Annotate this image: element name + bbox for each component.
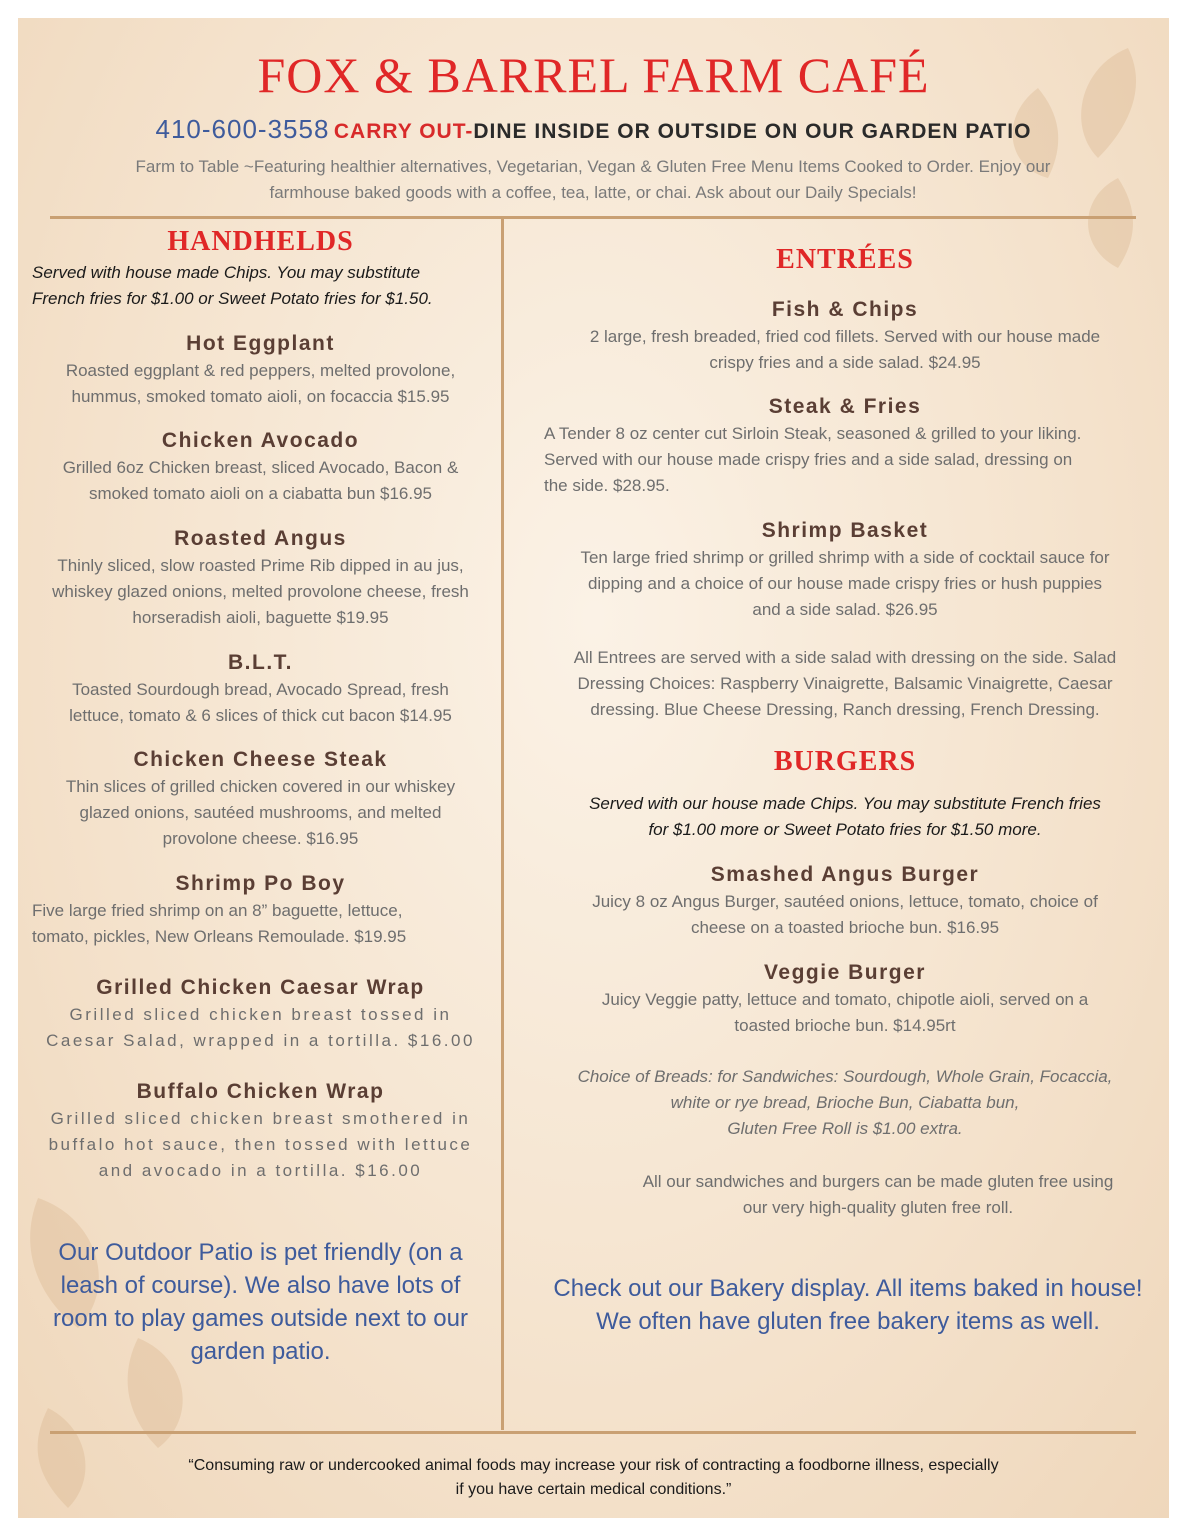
note-line: Served with house made Chips. You may substitute: [32, 263, 421, 282]
menu-item-buffalo-chicken-wrap: [28, 1078, 493, 1184]
burgers-note: [538, 791, 1152, 843]
item-desc-line: hummus, smoked tomato aioli, on focaccia $15.95: [71, 387, 450, 406]
intro-line: farmhouse baked goods with a coffee, tea, latte, or chai. Ask about our Daily Specials!: [269, 183, 917, 202]
item-desc-line: toasted brioche bun. $14.95rt: [734, 1016, 956, 1035]
menu-item-chicken-cheese-steak: [28, 746, 493, 852]
item-desc-line: Roasted eggplant & red peppers, melted provolone,: [65, 361, 456, 380]
item-desc-line: Thinly sliced, slow roasted Prime Rib dipped in au jus,: [57, 556, 464, 575]
menu-item-shrimp-po-boy: [28, 870, 493, 950]
entrees-title: ENTRÉES: [776, 244, 914, 275]
item-desc-line: Served with our house made crispy fries and a side salad, dressing on: [544, 450, 1073, 469]
gf-line: our very high-quality gluten free roll.: [742, 1198, 1014, 1217]
item-name: Grilled Chicken Caesar Wrap: [96, 976, 425, 999]
item-desc-line: Five large fried shrimp on an 8” baguette, lettuce,: [32, 901, 403, 920]
patio-note: [28, 1236, 493, 1368]
item-desc-line: Thin slices of grilled chicken covered in our whiskey: [65, 777, 456, 796]
menu-item-shrimp-basket: [538, 517, 1152, 623]
item-desc-line: A Tender 8 oz center cut Sirloin Steak, seasoned & grilled to your liking.: [544, 424, 1082, 443]
item-desc-line: buffalo hot sauce, then tossed with lettuce: [48, 1135, 473, 1154]
patio-line: Our Outdoor Patio is pet friendly (on a: [58, 1239, 463, 1266]
item-desc-line: and a side salad. $26.95: [752, 600, 938, 619]
dine-label: DINE INSIDE OR OUTSIDE ON OUR GARDEN PATIO: [473, 120, 1032, 143]
item-desc-line: horseradish aioli, baguette $19.95: [132, 608, 389, 627]
dressing-line: Dressing Choices: Raspberry Vinaigrette, Balsamic Vinaigrette, Caesar: [577, 674, 1113, 693]
item-name: Buffalo Chicken Wrap: [136, 1080, 385, 1103]
menu-item-hot-eggplant: [28, 330, 493, 410]
patio-line: room to play games outside next to our: [53, 1305, 468, 1332]
burgers-title: BURGERS: [773, 746, 917, 777]
item-desc-line: provolone cheese. $16.95: [162, 829, 359, 848]
bakery-note: [528, 1272, 1168, 1338]
item-desc-line: glazed onions, sautéed mushrooms, and melted: [79, 803, 442, 822]
disclaimer-line: “Consuming raw or undercooked animal foods may increase your risk of contracting a foodborne illness, especially: [188, 1457, 999, 1474]
item-name: Steak & Fries: [768, 395, 922, 418]
patio-line: leash of course). We also have lots of: [60, 1272, 461, 1299]
gf-line: All our sandwiches and burgers can be made gluten free using: [642, 1172, 1114, 1191]
item-desc-line: lettuce, tomato & 6 slices of thick cut bacon $14.95: [69, 706, 452, 725]
item-name: Hot Eggplant: [186, 332, 335, 355]
patio-line: garden patio.: [190, 1338, 331, 1365]
item-desc-line: smoked tomato aioli on a ciabatta bun $16.95: [88, 484, 433, 503]
item-desc-line: the side. $28.95.: [544, 476, 670, 495]
item-name: Chicken Cheese Steak: [133, 748, 388, 771]
item-desc-line: Juicy Veggie patty, lettuce and tomato, chipotle aioli, served on a: [601, 990, 1089, 1009]
item-desc-line: Grilled 6oz Chicken breast, sliced Avocado, Bacon &: [62, 458, 459, 477]
menu-page: [18, 18, 1169, 1518]
dressing-line: dressing. Blue Cheese Dressing, Ranch dressing, French Dressing.: [590, 700, 1100, 719]
item-desc-line: Toasted Sourdough bread, Avocado Spread, fresh: [72, 680, 449, 699]
food-safety-disclaimer: [18, 1454, 1169, 1502]
item-name: Roasted Angus: [174, 527, 347, 550]
item-name: Chicken Avocado: [161, 429, 360, 452]
top-divider: [50, 216, 1136, 219]
menu-item-veggie-burger: [538, 959, 1152, 1039]
phone-number: 410-600-3558: [155, 114, 330, 144]
breads-line: Choice of Breads: for Sandwiches: Sourdough, Whole Grain, Focaccia,: [577, 1067, 1113, 1086]
breads-line: white or rye bread, Brioche Bun, Ciabatta bun,: [670, 1093, 1020, 1112]
item-desc-line: crispy fries and a side salad. $24.95: [709, 353, 981, 372]
item-desc-line: Caesar Salad, wrapped in a tortilla. $16.00: [46, 1031, 475, 1050]
item-desc-line: whiskey glazed onions, melted provolone cheese, fresh: [52, 582, 469, 601]
handhelds-title: HANDHELDS: [167, 226, 354, 257]
item-name: Fish & Chips: [771, 298, 919, 321]
item-desc-line: Ten large fried shrimp or grilled shrimp with a side of cocktail sauce for: [580, 548, 1110, 567]
breads-line: Gluten Free Roll is $1.00 extra.: [727, 1119, 963, 1138]
gluten-free-note: [608, 1169, 1148, 1221]
menu-item-steak-and-fries: [538, 393, 1152, 499]
item-name: Shrimp Po Boy: [175, 872, 346, 895]
dressing-note: [538, 645, 1152, 723]
bakery-line: We often have gluten free bakery items as well.: [596, 1308, 1100, 1335]
contact-line: [18, 114, 1169, 145]
item-name: B.L.T.: [228, 651, 293, 674]
dressing-line: All Entrees are served with a side salad with dressing on the side. Salad: [573, 648, 1117, 667]
handhelds-note: [32, 260, 502, 312]
note-line: Served with our house made Chips. You may substitute French fries: [589, 794, 1101, 813]
item-desc-line: 2 large, fresh breaded, fried cod fillets. Served with our house made: [589, 327, 1101, 346]
menu-item-fish-and-chips: [538, 296, 1152, 376]
note-line: for $1.00 more or Sweet Potato fries for $1.50 more.: [648, 820, 1042, 839]
menu-item-grilled-chicken-caesar-wrap: [28, 974, 493, 1054]
bakery-line: Check out our Bakery display. All items baked in house!: [553, 1275, 1143, 1302]
menu-item-chicken-avocado: [28, 427, 493, 507]
page-title: FOX & BARREL FARM CAFÉ: [257, 47, 930, 103]
item-name: Smashed Angus Burger: [710, 863, 980, 886]
item-name: Veggie Burger: [764, 961, 926, 984]
breads-note: [538, 1064, 1152, 1142]
column-divider: [501, 218, 504, 1430]
item-desc-line: Juicy 8 oz Angus Burger, sautéed onions, lettuce, tomato, choice of: [592, 892, 1098, 911]
carry-out-label: CARRY OUT-: [333, 120, 474, 143]
menu-item-blt: [28, 649, 493, 729]
item-name: Shrimp Basket: [761, 519, 929, 542]
item-desc-line: and avocado in a tortilla. $16.00: [98, 1161, 423, 1180]
item-desc-line: cheese on a toasted brioche bun. $16.95: [690, 918, 1000, 937]
bottom-divider: [50, 1431, 1136, 1434]
item-desc-line: Grilled sliced chicken breast tossed in: [69, 1005, 452, 1024]
item-desc-line: Grilled sliced chicken breast smothered in: [50, 1109, 471, 1128]
menu-item-smashed-angus-burger: [538, 861, 1152, 941]
item-desc-line: tomato, pickles, New Orleans Remoulade. $19.95: [32, 927, 407, 946]
disclaimer-line: if you have certain medical conditions.”: [455, 1481, 732, 1498]
item-desc-line: dipping and a choice of our house made crispy fries or hush puppies: [587, 574, 1103, 593]
menu-item-roasted-angus: [28, 525, 493, 631]
intro-text: [68, 154, 1118, 206]
intro-line: Farm to Table ~Featuring healthier alternatives, Vegetarian, Vegan & Gluten Free Menu Items Cooked to Order. Enjoy our: [135, 157, 1051, 176]
note-line: French fries for $1.00 or Sweet Potato fries for $1.50.: [32, 289, 433, 308]
